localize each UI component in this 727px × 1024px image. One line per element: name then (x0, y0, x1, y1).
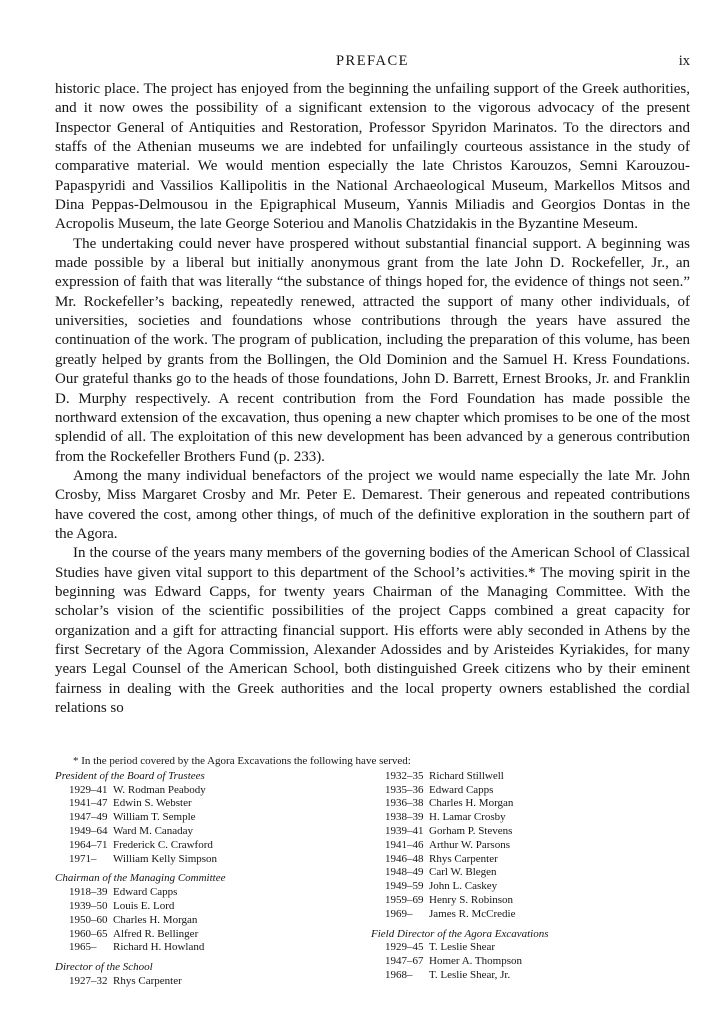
paragraph: Among the many individual benefactors of the project we would name especially the late Mr. John Crosby, Miss Margaret Crosby and Mr. Peter E. Demarest. Their generous and repeated contributions have covered the cost, among other things, of much of the definitive exploration in the southern part of the Agora. (55, 467, 690, 542)
footnote-entry-years: 1939–41 (385, 824, 424, 837)
footnote-entry-years: 1971– (69, 852, 97, 865)
footnote-entry (55, 797, 371, 811)
footnote-entry-name: Louis E. Lord (113, 899, 175, 912)
footnote-column-left (55, 770, 371, 989)
page-title: PREFACE (335, 53, 410, 69)
footnote-entry (55, 825, 371, 839)
footnote-entry-years: 1936–38 (385, 797, 424, 810)
footnote-entry-name: Ward M. Canaday (113, 824, 194, 837)
footnote-group-heading: Field Director of the Agora Excavations (371, 927, 549, 940)
footnote-entry (371, 839, 690, 853)
footnote-entry (371, 784, 690, 798)
footnote-entry (371, 797, 690, 811)
footnote-entry-name: Carl W. Blegen (429, 866, 497, 879)
footnote-entry-years: 1965– (69, 941, 97, 954)
footnote-entry-name: John L. Caskey (429, 880, 498, 893)
footnote-entry (371, 825, 690, 839)
footnote-entry-name: Alfred R. Bellinger (113, 927, 199, 940)
footnote-group (55, 872, 371, 955)
footnote (55, 755, 690, 989)
footnote-entry (371, 770, 690, 784)
footnote-entry-name: Richard H. Howland (113, 941, 205, 954)
footnote-group (371, 770, 690, 922)
footnote-entry-years: 1968– (385, 968, 413, 981)
footnote-group (55, 961, 371, 989)
footnote-entry-years: 1929–41 (69, 783, 108, 796)
paragraph: The undertaking could never have prospered without substantial financial support. A beginning was made possible by a liberal but initially anonymous grant from the late John D. Rockefeller, Jr., an expression of faith that was literally “the substance of things hoped for, the evidence of things not seen.” Mr. Rockefeller’s backing, repeatedly renewed, attracted the support of many other individuals, of universities, societies and foundations whose contributions through the years have assured the continuation of the work. The program of publication, including the preparation of this volume, has been greatly helped by grants from the Bollingen, the Old Dominion and the Samuel H. Kress Foundations. Our grateful thanks go to the heads of those foundations, John D. Barrett, Ernest Brooks, Jr. and Franklin D. Murphy respectively. A recent contribution from the Ford Foundation has made possible the northward extension of the excavation, thus opening a new chapter which promises to be one of the most splendid of all. The exploitation of this new development has been advanced by a generous contribution from the Rockefeller Brothers Fund (p. 233). (55, 235, 690, 465)
footnote-column-right (371, 770, 690, 989)
footnote-entry-name: William T. Semple (113, 811, 196, 824)
footnote-group-heading: President of the Board of Trustees (55, 769, 205, 782)
footnote-entry-name: Rhys Carpenter (113, 974, 182, 987)
footnote-entry-name: H. Lamar Crosby (429, 811, 506, 824)
footnote-entry-years: 1969– (385, 907, 413, 920)
footnote-entry (371, 955, 690, 969)
footnote-entry (55, 900, 371, 914)
footnote-entry-years: 1950–60 (69, 913, 108, 926)
footnote-intro: * In the period covered by the Agora Excavations the following have served: (73, 755, 411, 767)
footnote-entry (55, 914, 371, 928)
footnote-entry-name: T. Leslie Shear, Jr. (429, 968, 511, 981)
footnote-entry-name: T. Leslie Shear (429, 941, 496, 954)
footnote-entry-years: 1935–36 (385, 783, 424, 796)
footnote-entry-years: 1932–35 (385, 769, 424, 782)
footnote-entry (55, 928, 371, 942)
footnote-entry-name: Arthur W. Parsons (429, 838, 510, 851)
footnote-entry-name: Charles H. Morgan (429, 797, 514, 810)
footnote-entry-name: Edward Capps (429, 783, 494, 796)
footnote-group-heading: Director of the School (55, 961, 153, 974)
page-number: ix (678, 53, 690, 69)
footnote-entry-years: 1927–32 (69, 974, 108, 987)
footnote-entry-years: 1939–50 (69, 899, 108, 912)
footnote-group (55, 770, 371, 867)
footnote-entry (55, 886, 371, 900)
footnote-entry-years: 1947–67 (385, 955, 424, 968)
footnote-entry-years: 1948–49 (385, 866, 424, 879)
footnote-entry-years: 1949–64 (69, 824, 108, 837)
footnote-entry (371, 908, 690, 922)
footnote-entry (371, 941, 690, 955)
footnote-entry-years: 1949–59 (385, 880, 424, 893)
footnote-entry (55, 975, 371, 989)
paragraph: historic place. The project has enjoyed from the beginning the unfailing support of the Greek authorities, and it now owes the possibility of a significant extension to the vigorous advocacy of the present Inspector General of Antiquities and Restoration, Professor Spyridon Marinatos. To the directors and staffs of the Athenian museums we are indebted for unfailingly courteous assistance in the study of comparative material. We would mention especially the late Christos Karouzos, Semni Karouzou-Papaspyridi and Vassilios Kallipolitis in the National Archaeological Museum, Markellos Mitsos and Dina Peppas-Delmousou in the Epigraphical Museum, Yannis Miliadis and Georgios Dontas in the Acropolis Museum, the late George Soteriou and Manolis Chatzidakis in the Byzantine Meseum. (55, 81, 690, 233)
footnote-entry (55, 811, 371, 825)
footnote-group-heading: Chairman of the Managing Committee (55, 872, 226, 885)
footnote-entry-name: James R. McCredie (429, 907, 516, 920)
footnote-entry-name: Edwin S. Webster (113, 797, 192, 810)
footnote-entry-years: 1929–45 (385, 941, 424, 954)
footnote-entry-years: 1964–71 (69, 838, 108, 851)
footnote-group (371, 928, 690, 983)
footnote-entry (371, 853, 690, 867)
body-text (55, 80, 690, 718)
footnote-columns (55, 770, 690, 989)
footnote-entry-name: Rhys Carpenter (429, 852, 498, 865)
footnote-entry (55, 941, 371, 955)
footnote-entry (371, 866, 690, 880)
footnote-entry-name: William Kelly Simpson (113, 852, 218, 865)
footnote-entry (371, 894, 690, 908)
footnote-entry (55, 839, 371, 853)
footnote-entry (371, 811, 690, 825)
footnote-entry-name: Frederick C. Crawford (113, 838, 213, 851)
footnote-entry-years: 1947–49 (69, 811, 108, 824)
footnote-entry (371, 969, 690, 983)
footnote-entry (55, 853, 371, 867)
footnote-entry-years: 1941–47 (69, 797, 108, 810)
footnote-entry-name: Charles H. Morgan (113, 913, 198, 926)
footnote-entry-name: Gorham P. Stevens (429, 824, 513, 837)
footnote-entry-name: Henry S. Robinson (429, 893, 514, 906)
footnote-entry-years: 1938–39 (385, 811, 424, 824)
footnote-entry-years: 1960–65 (69, 927, 108, 940)
footnote-entry-name: Edward Capps (113, 886, 178, 899)
footnote-entry-years: 1946–48 (385, 852, 424, 865)
footnote-entry-name: Richard Stillwell (429, 769, 504, 782)
footnote-entry (55, 784, 371, 798)
footnote-entry (371, 880, 690, 894)
paragraph: In the course of the years many members of the governing bodies of the American School of Classical Studies have given vital support to this department of the School’s activities.* The moving spirit in the beginning was Edward Capps, for twenty years Chairman of the Managing Committee. With the scholar’s vision of the scientific possibilities of the project Capps combined a great capacity for organization and a gift for attracting financial support. His efforts were ably seconded in Athens by the first Secretary of the Agora Commission, Alexander Adossides and by Aristeides Kyriakides, for many years Legal Counsel of the American School, both distinguished Greek citizens who by their eminent fairness in dealing with the Greek authorities and the local property owners established the cordial relations so (55, 545, 690, 716)
footnote-entry-name: W. Rodman Peabody (113, 783, 206, 796)
running-head (55, 53, 690, 71)
footnote-entry-name: Homer A. Thompson (429, 955, 522, 968)
footnote-entry-years: 1941–46 (385, 838, 424, 851)
footnote-entry-years: 1959–69 (385, 893, 424, 906)
footnote-entry-years: 1918–39 (69, 886, 108, 899)
